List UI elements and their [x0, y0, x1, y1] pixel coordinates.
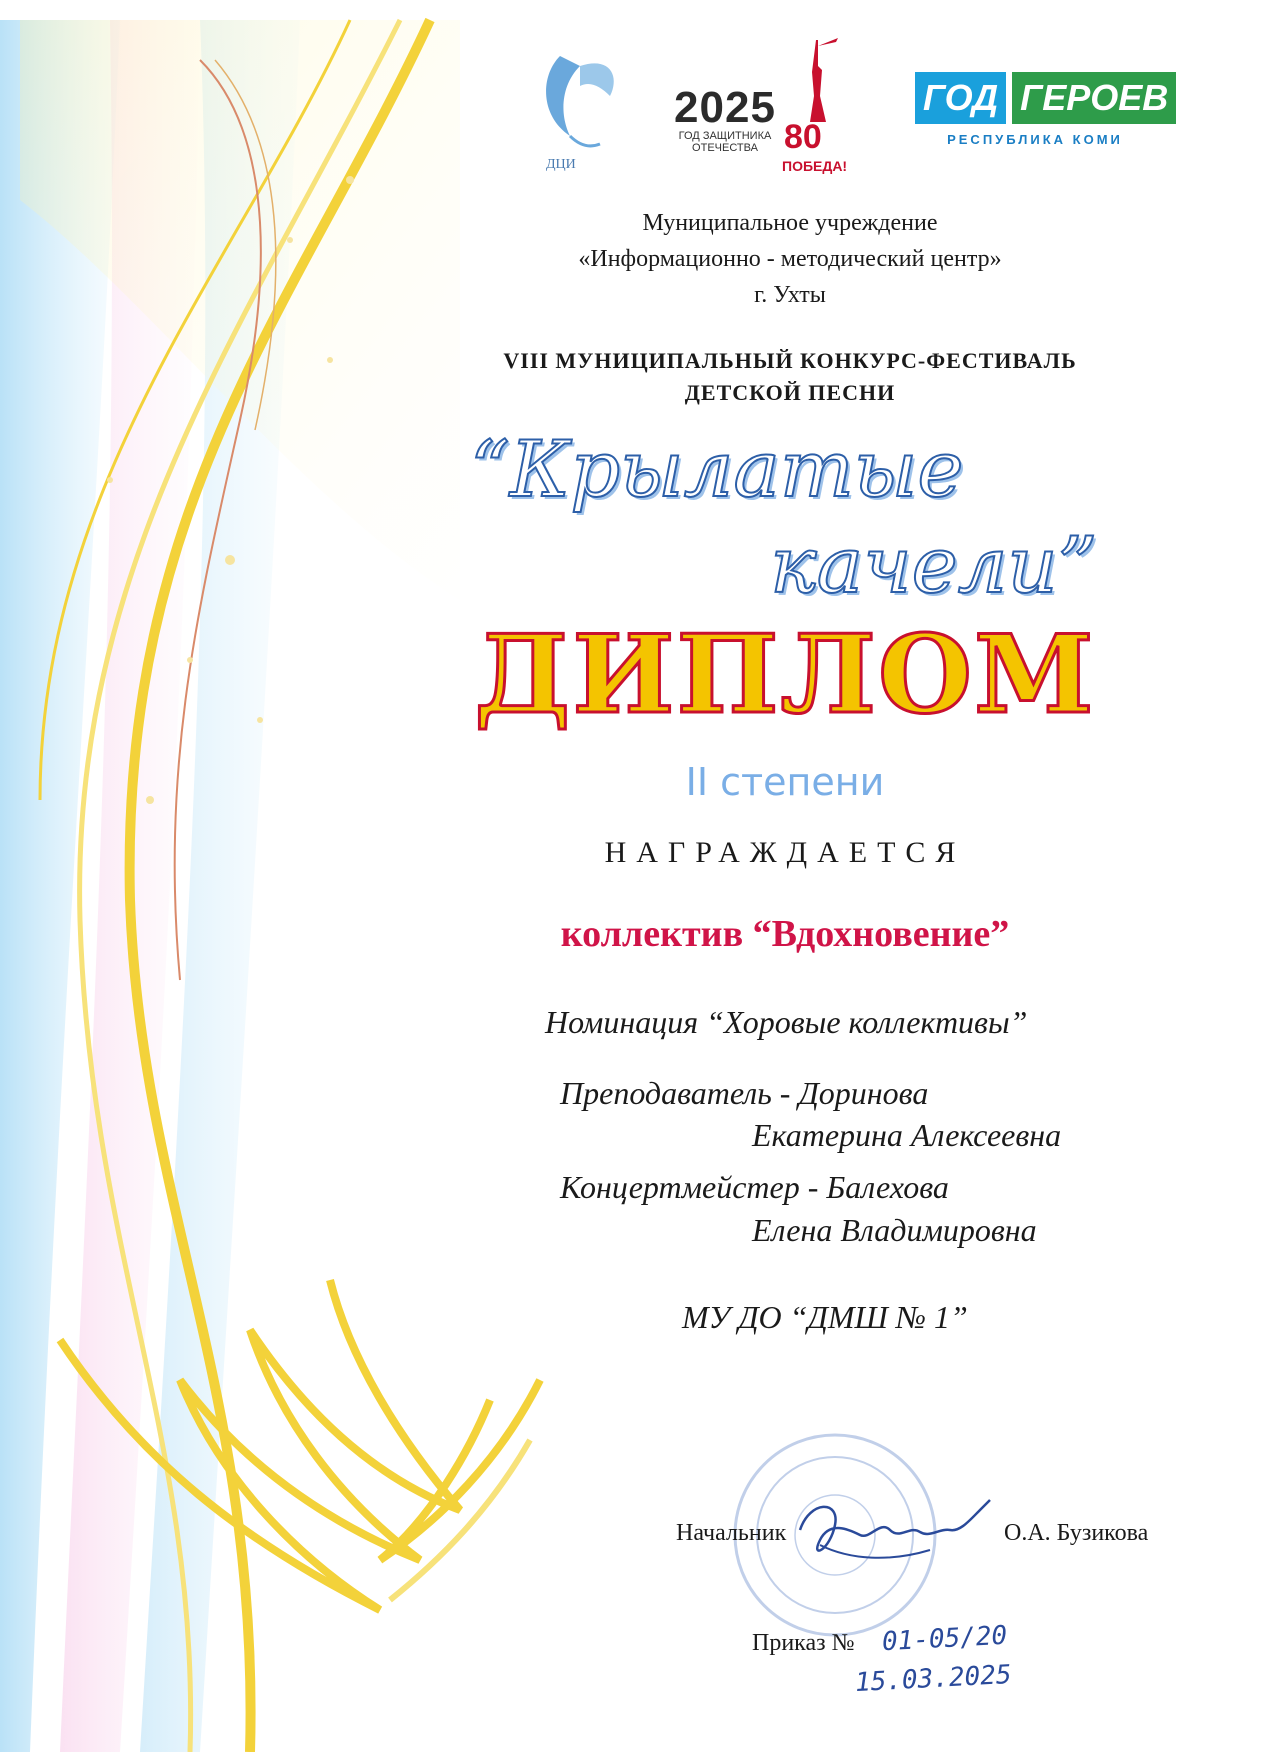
- teacher-line2: Екатерина Алексеевна: [752, 1117, 1062, 1153]
- festival-name-line2: качели”: [770, 521, 1098, 611]
- festival-name-line1: “Крылатые: [470, 425, 964, 515]
- org-line1: Муниципальное учреждение: [642, 210, 938, 236]
- teacher-line1: Преподаватель - Доринова: [560, 1075, 929, 1111]
- logos-row: [520, 36, 1170, 186]
- org-line2: «Информационно - методический центр»: [578, 246, 1002, 272]
- organization-block: [460, 205, 1120, 313]
- heroes-word1: ГОД: [915, 72, 1006, 124]
- heroes-sub: РЕСПУБЛИКА КОМИ: [947, 132, 1123, 147]
- accompanist-line1: Концертмейстер - Балехова: [560, 1169, 949, 1205]
- victory-80-number: 80: [784, 118, 822, 156]
- diploma-title: ДИПЛОМ: [474, 612, 1096, 738]
- heroes-word2: ГЕРОЕВ: [1012, 72, 1176, 124]
- recipient-name: коллектив “Вдохновение”: [560, 913, 1010, 955]
- signatory-name: О.А. Бузикова: [1004, 1520, 1149, 1546]
- contest-title: [460, 345, 1120, 409]
- dci-logo: [520, 36, 640, 186]
- signature-position: Начальник: [676, 1520, 787, 1546]
- order-label: Приказ №: [752, 1630, 855, 1656]
- year-of-heroes-logo: [915, 72, 1169, 147]
- year-2025-logo: [670, 83, 780, 154]
- contest-line1: VIII МУНИЦИПАЛЬНЫЙ КОНКУРС-ФЕСТИВАЛЬ: [503, 348, 1077, 373]
- school-name: МУ ДО “ДМШ № 1”: [682, 1299, 968, 1335]
- order-date: 15.03.2025: [854, 1659, 1013, 1699]
- motherland-statue-icon: [778, 36, 858, 126]
- year-2025-sub1: ГОД ЗАЩИТНИКА: [678, 130, 772, 142]
- victory-text: ПОБЕДА!: [782, 158, 848, 174]
- year-2025-number: 2025: [674, 83, 776, 132]
- contest-line2: ДЕТСКОЙ ПЕСНИ: [684, 380, 896, 405]
- order-number: 01-05/20: [881, 1620, 1008, 1658]
- year-2025-sub2: ОТЕЧЕСТВА: [692, 142, 758, 154]
- awarded-label: НАГРАЖДАЕТСЯ: [604, 836, 966, 869]
- handwritten-signature: [790, 1490, 1000, 1570]
- org-line3: г. Ухты: [754, 282, 826, 308]
- festival-name: [470, 425, 1120, 620]
- dci-logo-text: ДЦИ: [546, 157, 576, 172]
- diploma-degree: II степени: [685, 760, 885, 804]
- victory-80-logo: [778, 36, 858, 186]
- nomination: Номинация “Хоровые коллективы”: [545, 1004, 1028, 1040]
- accompanist-line2: Елена Владимировна: [752, 1212, 1037, 1248]
